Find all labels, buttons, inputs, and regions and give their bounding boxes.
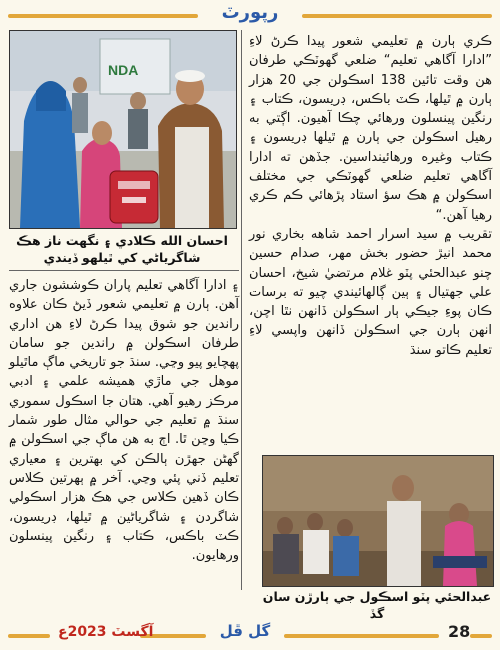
footer-rule (470, 634, 492, 638)
banner-text: NDA (108, 62, 139, 78)
issue-date: آگسٽ 2023ع (58, 624, 154, 640)
header-rule-right (302, 14, 492, 18)
header-rule-left (8, 14, 198, 18)
article-left-column (9, 276, 239, 565)
article-paragraph: ۽ ادارا آگاهي تعليم پاران ڪوششون جاري آهن. ٻارن ۾ تعليمي شعور ڏيڻ ڪان علاوه راندين جو شوق پيدا ڪرڻ لاءِ هن اداري طرفان اسڪولن ۾ راندين جو سامان پهچايو پيو وڃي. سنڌ جو تاريخي ماڳ ماٿيلو موهل جي ماڙي هميشه علمي ۽ ادبي مرڪز رهيو آهي. هتان جا اسڪول سموري سنڌ ۾ تعليم جي حوالي مثال طور شمار ڪيا وڃن ٿا. اڄ به هن ماڳ جي اسڪولن ۾ گهڻن جهڙن ٻالڪن کي بهترين ۽ معياري تعليم ڏني پئي وڃي. آخر ۾ ٻهرتين ڪلاس ڪان ڏهين ڪلاس جي هڪ هزار اسڪولي شاگردن ۽ شاگرياڻين ۾ ٿيلها، ڊريسون، ڪٽ باڪس، ڪتاب ۽ رنگين پينسلون ورهايون. (9, 278, 239, 564)
photo-distribution-image (10, 31, 236, 228)
caption-divider (9, 270, 239, 271)
photo-classroom-image (263, 456, 493, 586)
page-number: 28 (448, 622, 471, 641)
footer-rule (284, 634, 439, 638)
photo-classroom-caption: عبدالحئي پٽو اسڪول جي ٻارڙن سان گڏ (262, 589, 492, 621)
article-right-column (249, 32, 492, 360)
article-paragraph: ڪري ٻارن ۾ تعليمي شعور پيدا ڪرڻ لاءِ ”ادارا آگاهي تعليم“ ضلعي گهوٽڪي طرفان هن وقت تائين 138 اسڪولن جي 20 هزار ٻارن ۾ ٿيلها، ڪٽ باڪس، ڊريسون، ڪتاب ۽ رنگين پينسلون ورهائي چڪا آهيون. اڳتي به رهيل اسڪولن جي ٻارن ۾ ٿيلها ڊريسون ۽ ڪتاب وغيره ورهائينداسين. جڏهن ته ادارا آگاهي تعليم ضلعي گهوٽڪي جي مختلف اسڪولن ۾ هڪ سؤ استاد پڙهائي ڪم ڪري رهيا آهن.“ (249, 34, 493, 223)
photo-distribution-caption: احسان الله ڪلادي ۽ نگهت ناز هڪ شاگرياڻي کي ٿيلهو ڏيندي (16, 233, 228, 265)
magazine-name: گل ڦل (219, 622, 271, 640)
photo-classroom (262, 455, 494, 587)
photo-distribution (9, 30, 237, 229)
section-title: رپورٽ (221, 2, 279, 23)
article-paragraph: تقريب ۾ سيد اسرار احمد شاهه بخاري نور محمد انيڙ حضور بخش مهر، صدام حسين چنو عبدالحئي پٽو غلام مرتضيٰ شيخ، احسان علي جهتيال ۽ ٻين ڳالهائيندي چيو ته برسات ڪان پوءِ جيڪي ٻار اسڪولن ڏانهن نٿا اچن، انهن ٻارن جي اسڪولن ڏانهن واپسي لاءِ تعليم ڪاتو سنڌ (249, 226, 492, 358)
column-divider (241, 30, 242, 590)
footer-rule (8, 634, 50, 638)
